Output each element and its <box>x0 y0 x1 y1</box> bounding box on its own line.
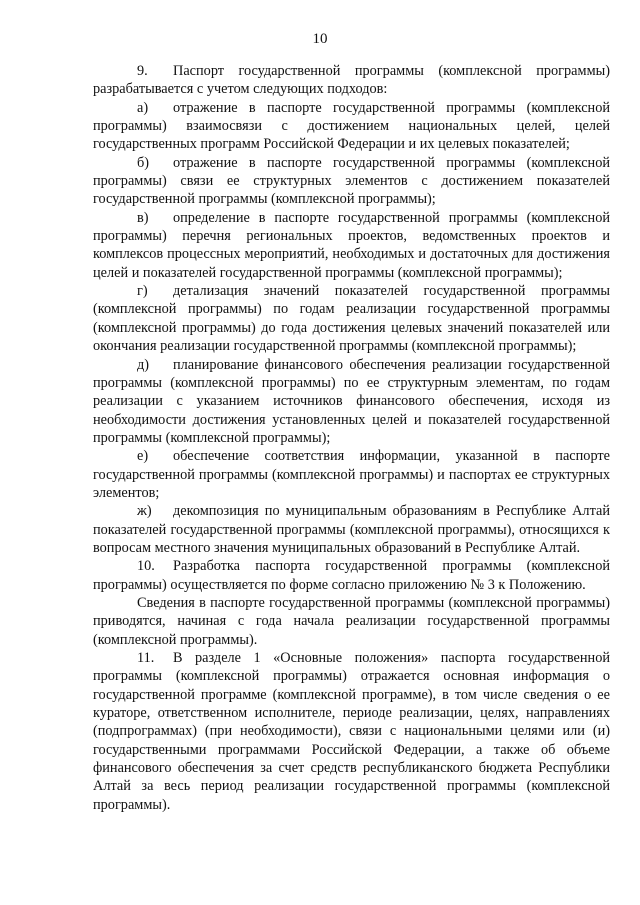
paragraph-mark: 11. <box>137 650 155 666</box>
paragraph-text: Сведения в паспорте государственной программы (комплексной программы) приводятся, начиная с года начала реализации государственной программы (комплексной программы). <box>93 594 610 648</box>
list-item-mark: в) <box>137 209 149 226</box>
paragraph-10 <box>93 557 610 594</box>
list-item-text: декомпозиция по муниципальным образованиям в Республике Алтай показателей государственной программы (комплексной программы), относящихся к вопросам местного значения муниципальных образований в Республике Алтай. <box>93 503 610 556</box>
paragraph-mark: 9. <box>137 63 148 79</box>
list-item-text: определение в паспорте государственной программы (комплексной программы) перечня региональных проектов, ведомственных проектов и комплексов процессных мероприятий, необходимых и достаточных для достижения целей и показателей государственной программы (комплексной программы); <box>93 209 610 281</box>
list-item-zh <box>93 502 610 557</box>
list-item-a <box>93 99 610 154</box>
list-item-text: планирование финансового обеспечения реализации государственной программы (комплексной программы) по ее структурным элементам, по годам реализации с указанием источников финансового обеспечения, исходя из необходимости достижения установленных целей и показателей государственной программы (комплексной программы); <box>93 356 610 446</box>
list-item-mark: г) <box>137 283 148 300</box>
paragraph-10-continued <box>93 594 610 649</box>
list-item-e <box>93 447 610 502</box>
list-item-text: отражение в паспорте государственной программы (комплексной программы) взаимосвязи с достижением национальных целей, целей государственных программ Российской Федерации и их целевых показателей; <box>93 99 610 153</box>
paragraph-9 <box>93 62 610 99</box>
paragraph-text: Паспорт государственной программы (комплексной программы) разрабатывается с учетом следующих подходов: <box>93 63 610 98</box>
list-item-v <box>93 209 610 282</box>
paragraph-mark: 10. <box>137 558 155 575</box>
list-item-mark: д) <box>137 356 150 373</box>
list-item-text: детализация значений показателей государственной программы (комплексной программы) по годам реализации государственной программы (комплексной программы) до года достижения целевых значений показателей или окончания реализации государственной программы (комплексной программы); <box>93 283 610 355</box>
list-item-text: отражение в паспорте государственной программы (комплексной программы) связи ее структурных элементов с достижением показателей государственной программы (комплексной программы); <box>93 154 610 208</box>
list-item-text: обеспечение соответствия информации, указанной в паспорте государственной программы (комплексной программы) и паспортах ее структурных элементов; <box>93 448 610 501</box>
paragraph-text: В разделе 1 «Основные положения» паспорта государственной программы (комплексной программы) отражается основная информация о государственной программе (комплексной программе), в том числе сведения о ее кураторе, ответственном исполнителе, периоде реализации, целях, направлениях (подпрограммах) (при необходимости), связи с национальными целями или (и) государственными программами Российской Федерации, а также об объеме финансового обеспечения за счет средств республиканского бюджета Республики Алтай за весь период реализации государственной программы (комплексной программы). <box>93 650 610 813</box>
list-item-mark: е) <box>137 448 149 465</box>
paragraph-text: Разработка паспорта государственной программы (комплексной программы) осуществляется по форме согласно приложению № 3 к Положению. <box>93 558 610 593</box>
list-item-mark: ж) <box>137 503 152 520</box>
list-item-d <box>93 356 610 448</box>
document-body <box>93 62 610 814</box>
paragraph-11 <box>93 649 610 814</box>
list-item-b <box>93 154 610 209</box>
list-item-g <box>93 282 610 355</box>
page-number: 10 <box>312 31 328 47</box>
list-item-mark: а) <box>137 99 149 116</box>
list-item-mark: б) <box>137 154 150 171</box>
